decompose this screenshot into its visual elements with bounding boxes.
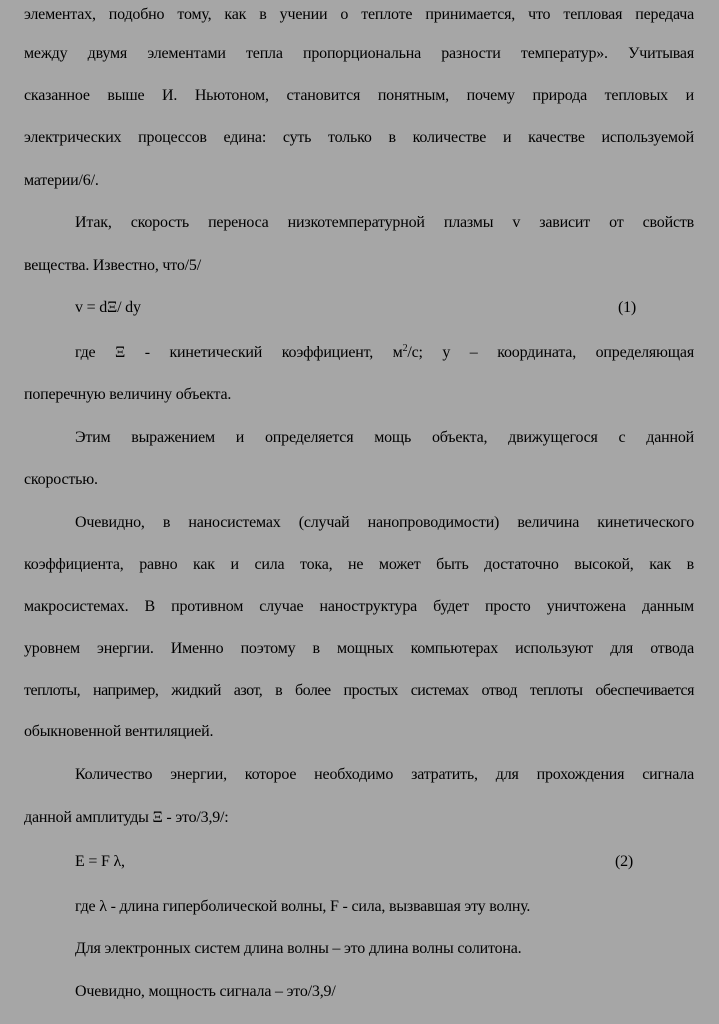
- text-line: материи/6/.: [24, 172, 99, 189]
- text-line: теплоты, например, жидкий азот, в более простых системах отвод теплоты обеспечивается: [24, 682, 694, 699]
- text-line: элементах, подобно тому, как в учении о теплоте принимается, что тепловая передача: [24, 6, 694, 23]
- equation-1: v = dΞ/ dy: [75, 299, 141, 316]
- equation-number-2: (2): [615, 853, 634, 870]
- text-line: где λ - длина гиперболической волны, F - сила, вызвавшая эту волну.: [75, 898, 531, 915]
- text-line: данной амплитуды Ξ - это/3,9/:: [24, 809, 229, 826]
- equation-number-1: (1): [618, 299, 637, 316]
- paragraph-first-line: Количество энергии, которое необходимо затратить, для прохождения сигнала: [75, 766, 694, 783]
- text-line: Очевидно, мощность сигнала – это/3,9/: [75, 983, 336, 1000]
- text-line: вещества. Известно, что/5/: [24, 257, 201, 274]
- text-line: уровнем энергии. Именно поэтому в мощных компьютерах используют для отвода: [24, 640, 694, 657]
- paragraph-first-line: Итак, скорость переноса низкотемпературной плазмы v зависит от свойств: [75, 214, 694, 231]
- text-line: Для электронных систем длина волны – это длина волны солитона.: [75, 940, 522, 957]
- text-line: обыкновенной вентиляцией.: [24, 723, 214, 740]
- paragraph-first-line: [75, 342, 694, 364]
- equation-2: E = F λ,: [75, 853, 125, 870]
- text-line: поперечную величину объекта.: [24, 386, 232, 403]
- paragraph-first-line: Очевидно, в наносистемах (случай нанопроводимости) величина кинетического: [75, 514, 694, 531]
- text-line: макросистемах. В противном случае наноструктура будет просто уничтожена данным: [24, 598, 694, 615]
- text-line: скоростью.: [24, 471, 98, 488]
- text-fragment: /с; y – координата, определяющая: [407, 344, 694, 361]
- text-line: коэффициента, равно как и сила тока, не может быть достаточно высокой, как в: [24, 556, 694, 573]
- text-line: между двумя элементами тепла пропорциональна разности температур». Учитывая: [24, 45, 694, 62]
- text-fragment: где Ξ - кинетический коэффициент, м: [75, 344, 403, 361]
- text-line: электрических процессов едина: суть только в количестве и качестве используемой: [24, 129, 694, 146]
- text-line: сказанное выше И. Ньютоном, становится понятным, почему природа тепловых и: [24, 87, 694, 104]
- superscript: 2: [402, 343, 408, 354]
- paragraph-first-line: Этим выражением и определяется мощь объекта, движущегося с данной: [75, 429, 694, 446]
